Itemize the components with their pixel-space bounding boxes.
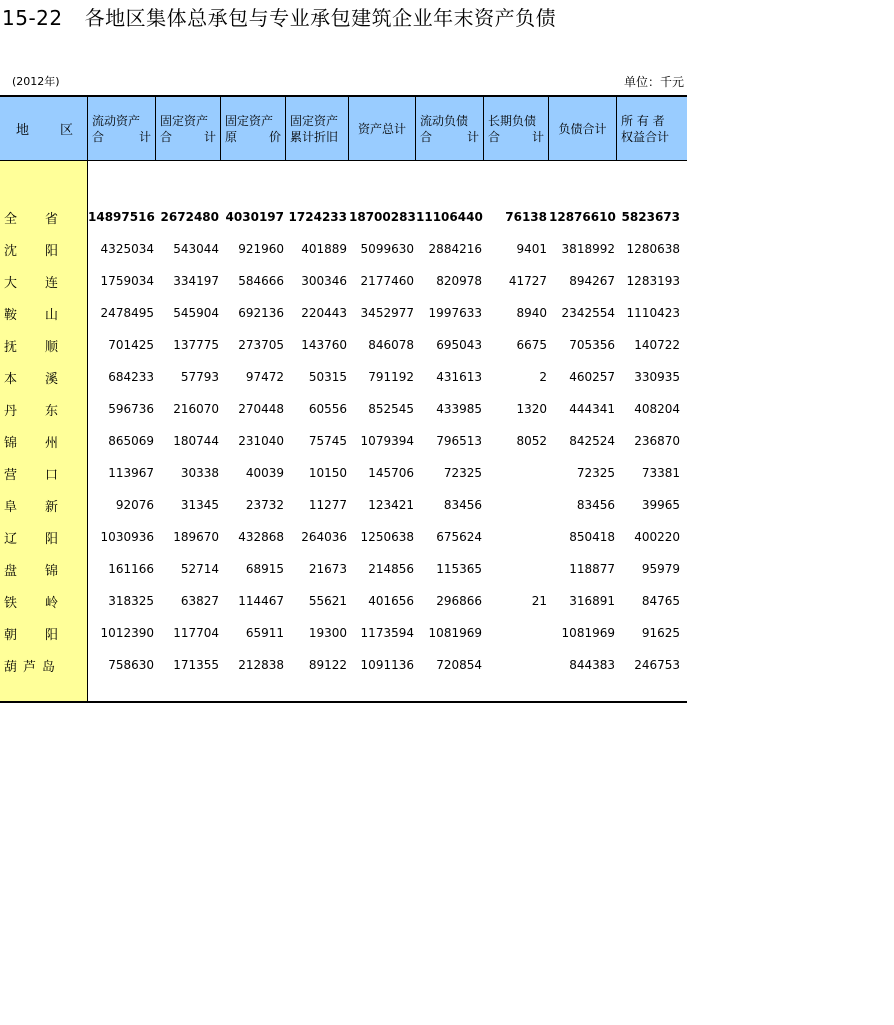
region-name-char: 葫 (4, 659, 18, 675)
table-cell: 72325 (443, 466, 482, 480)
table-row (0, 457, 687, 489)
region-name-char: 本 (4, 371, 18, 387)
region-name-char: 鞍 (4, 307, 18, 323)
table-cell: 270448 (238, 402, 284, 416)
header-line2: 原 (225, 129, 238, 144)
table-cell: 720854 (436, 658, 482, 672)
table-cell: 318325 (108, 594, 154, 608)
header-line1: 所 有 者 (621, 113, 665, 128)
table-cell: 114467 (238, 594, 284, 608)
table-cell: 23732 (245, 498, 284, 512)
table-cell: 2177460 (360, 274, 414, 288)
table-cell: 820978 (436, 274, 482, 288)
table-cell: 1724233 (288, 210, 347, 224)
table-cell: 334197 (173, 274, 219, 288)
header-fixed-assets (156, 97, 221, 160)
table-cell: 18700283 (349, 210, 416, 224)
table-cell: 433985 (436, 402, 482, 416)
header-line2: 合 (92, 129, 105, 144)
table-cell: 3452977 (360, 306, 414, 320)
header-current-assets (88, 97, 156, 160)
table-cell: 246753 (634, 658, 680, 672)
header-line1: 流动负债 (420, 113, 469, 128)
table-title-text: 各地区集体总承包与专业承包建筑企业年末资产负债 (84, 6, 557, 30)
header-line2: 计 (531, 129, 544, 144)
region-name-char: 山 (44, 307, 58, 323)
table-cell: 4325034 (100, 242, 154, 256)
table-body (0, 161, 687, 703)
region-name (0, 240, 88, 259)
table-cell: 273705 (238, 338, 284, 352)
table-cell: 432868 (238, 530, 284, 544)
table-cell: 1759034 (100, 274, 154, 288)
header-line2: 合 (488, 129, 501, 144)
table-cell: 214856 (368, 562, 414, 576)
table-cell: 400220 (634, 530, 680, 544)
table-row (0, 521, 687, 553)
table-cell: 842524 (569, 434, 615, 448)
table-cell: 675624 (436, 530, 482, 544)
table-cell: 1091136 (360, 658, 414, 672)
table-cell: 8052 (516, 434, 547, 448)
table-cell: 705356 (569, 338, 615, 352)
region-name (0, 208, 88, 227)
table-cell: 83456 (576, 498, 615, 512)
table-cell: 1250638 (360, 530, 414, 544)
table-row (0, 649, 687, 681)
header-total-assets (349, 97, 416, 160)
region-name (0, 400, 88, 419)
table-cell: 4030197 (225, 210, 284, 224)
table-cell: 1081969 (561, 626, 615, 640)
region-name-char: 锦 (4, 435, 18, 451)
table-cell: 89122 (308, 658, 347, 672)
table-cell: 220443 (301, 306, 347, 320)
region-name (0, 304, 88, 323)
table-cell: 300346 (301, 274, 347, 288)
region-name-char: 阜 (4, 499, 18, 515)
table-cell: 161166 (108, 562, 154, 576)
table-cell: 2342554 (561, 306, 615, 320)
table-header (0, 95, 687, 161)
table-cell: 1173594 (360, 626, 414, 640)
table-cell: 408204 (634, 402, 680, 416)
table-cell: 545904 (173, 306, 219, 320)
table-cell: 316891 (569, 594, 615, 608)
region-name-char: 丹 (4, 403, 18, 419)
table-cell: 11277 (308, 498, 347, 512)
table-cell: 584666 (238, 274, 284, 288)
table-cell: 5823673 (621, 210, 680, 224)
header-line2: 计 (138, 129, 151, 144)
region-name-char: 营 (4, 467, 18, 483)
table-cell: 31345 (180, 498, 219, 512)
table-cell: 695043 (436, 338, 482, 352)
region-name-char: 州 (44, 435, 58, 451)
region-name (0, 464, 88, 483)
table-cell: 758630 (108, 658, 154, 672)
header-line2: 累计折旧 (290, 129, 339, 144)
table-cell: 1280638 (626, 242, 680, 256)
header-line1: 固定资产 (225, 113, 274, 128)
table-cell: 115365 (436, 562, 482, 576)
table-cell: 1079394 (360, 434, 414, 448)
table-cell: 75745 (308, 434, 347, 448)
table-cell: 9401 (516, 242, 547, 256)
table-cell: 296866 (436, 594, 482, 608)
header-long-term-liabilities (484, 97, 549, 160)
table-cell: 2478495 (100, 306, 154, 320)
table-cell: 796513 (436, 434, 482, 448)
region-name (0, 624, 88, 643)
region-name-char: 阳 (44, 243, 58, 259)
table-cell: 76138 (505, 210, 547, 224)
table-cell: 143760 (301, 338, 347, 352)
header-line1: 固定资产 (290, 113, 339, 128)
table-cell: 12876610 (549, 210, 616, 224)
region-name (0, 592, 88, 611)
region-name-char: 全 (4, 211, 18, 227)
table-cell: 1283193 (626, 274, 680, 288)
table-cell: 50315 (308, 370, 347, 384)
header-region-char: 区 (59, 123, 73, 138)
header-line1: 长期负债 (488, 113, 537, 128)
table-cell: 118877 (569, 562, 615, 576)
table-cell: 850418 (569, 530, 615, 544)
header-line1: 负债合计 (558, 121, 607, 136)
table-cell: 55621 (308, 594, 347, 608)
table-row (0, 233, 687, 265)
table-cell: 216070 (173, 402, 219, 416)
table-cell: 145706 (368, 466, 414, 480)
table-cell: 83456 (443, 498, 482, 512)
region-name (0, 272, 88, 291)
table-row-total (0, 201, 687, 233)
header-line2: 合 (160, 129, 173, 144)
table-row (0, 617, 687, 649)
region-name (0, 368, 88, 387)
region-name-char: 辽 (4, 531, 18, 547)
table-cell: 189670 (173, 530, 219, 544)
region-name-char: 连 (44, 275, 58, 291)
table-cell: 684233 (108, 370, 154, 384)
table-cell: 330935 (634, 370, 680, 384)
table-row (0, 297, 687, 329)
table-cell: 65911 (245, 626, 284, 640)
region-name-char: 岛 (41, 659, 55, 675)
table-cell: 97472 (245, 370, 284, 384)
table-cell: 231040 (238, 434, 284, 448)
table-cell: 1110423 (626, 306, 680, 320)
table-cell: 95979 (641, 562, 680, 576)
table-cell: 40039 (245, 466, 284, 480)
header-accumulated-depreciation (286, 97, 349, 160)
region-name-char: 岭 (44, 595, 58, 611)
table-cell: 701425 (108, 338, 154, 352)
header-total-liabilities (549, 97, 617, 160)
table-cell: 852545 (368, 402, 414, 416)
table-row (0, 393, 687, 425)
table-cell: 180744 (173, 434, 219, 448)
table-row (0, 585, 687, 617)
region-name-char: 盘 (4, 563, 18, 579)
region-name (0, 528, 88, 547)
table-cell: 84765 (641, 594, 680, 608)
region-name (0, 336, 88, 355)
table-cell: 401656 (368, 594, 414, 608)
table-cell: 113967 (108, 466, 154, 480)
table-cell: 140722 (634, 338, 680, 352)
table-cell: 123421 (368, 498, 414, 512)
header-line2: 价 (268, 129, 281, 144)
table-code: 15-22 (2, 6, 63, 30)
header-line1: 资产总计 (357, 121, 406, 136)
table-cell: 846078 (368, 338, 414, 352)
table-cell: 1081969 (428, 626, 482, 640)
table-cell: 460257 (569, 370, 615, 384)
table-cell: 264036 (301, 530, 347, 544)
table-cell: 2884216 (428, 242, 482, 256)
table-rows (0, 201, 687, 681)
table-cell: 212838 (238, 658, 284, 672)
region-name-char: 阳 (44, 531, 58, 547)
table-cell: 14897516 (88, 210, 155, 224)
table-row (0, 553, 687, 585)
region-name-char: 锦 (44, 563, 58, 579)
table-row (0, 361, 687, 393)
table-cell: 21 (531, 594, 547, 608)
header-line2: 权益合计 (621, 129, 670, 144)
table-cell: 63827 (180, 594, 219, 608)
header-line1: 固定资产 (160, 113, 209, 128)
region-name-char: 口 (44, 467, 58, 483)
table-cell: 19300 (308, 626, 347, 640)
table-cell: 431613 (436, 370, 482, 384)
header-line2: 计 (466, 129, 479, 144)
region-name-char: 抚 (4, 339, 18, 355)
region-name-char: 顺 (44, 339, 58, 355)
header-current-liabilities (416, 97, 484, 160)
table-cell: 692136 (238, 306, 284, 320)
table-cell: 57793 (180, 370, 219, 384)
header-owners-equity (617, 97, 682, 160)
table-cell: 1997633 (428, 306, 482, 320)
region-name-char: 新 (44, 499, 58, 515)
table-cell: 543044 (173, 242, 219, 256)
header-line1: 流动资产 (92, 113, 141, 128)
table-cell: 11106440 (416, 210, 483, 224)
header-region-char: 地 (16, 123, 30, 138)
year-note: (2012年) (12, 75, 60, 88)
unit-note: 单位：千元 (623, 75, 684, 89)
table-cell: 5099630 (360, 242, 414, 256)
table-cell: 8940 (516, 306, 547, 320)
table-row (0, 489, 687, 521)
table-cell: 791192 (368, 370, 414, 384)
region-name-char: 省 (44, 211, 58, 227)
table-cell: 60556 (308, 402, 347, 416)
header-fixed-assets-original (221, 97, 286, 160)
table-cell: 137775 (173, 338, 219, 352)
region-name-char: 阳 (44, 627, 58, 643)
header-line2: 合 (420, 129, 433, 144)
table-cell: 171355 (173, 658, 219, 672)
table-cell: 3818992 (561, 242, 615, 256)
table-cell: 401889 (301, 242, 347, 256)
table-cell: 10150 (308, 466, 347, 480)
table-cell: 2 (539, 370, 547, 384)
region-name-char: 溪 (44, 371, 58, 387)
table-cell: 21673 (308, 562, 347, 576)
table-cell: 68915 (245, 562, 284, 576)
table-cell: 865069 (108, 434, 154, 448)
table-cell: 921960 (238, 242, 284, 256)
table-cell: 1320 (516, 402, 547, 416)
table-row (0, 425, 687, 457)
region-name (0, 432, 88, 451)
table-cell: 894267 (569, 274, 615, 288)
table-cell: 41727 (508, 274, 547, 288)
table-cell: 844383 (569, 658, 615, 672)
region-name (0, 656, 88, 675)
data-table (0, 95, 687, 703)
table-cell: 92076 (115, 498, 154, 512)
page-title (2, 4, 556, 32)
header-line2: 计 (203, 129, 216, 144)
region-name-char: 芦 (22, 659, 36, 675)
region-name-char: 东 (44, 403, 58, 419)
table-cell: 236870 (634, 434, 680, 448)
table-cell: 117704 (173, 626, 219, 640)
table-cell: 2672480 (160, 210, 219, 224)
table-cell: 73381 (641, 466, 680, 480)
table-cell: 30338 (180, 466, 219, 480)
table-row (0, 265, 687, 297)
table-cell: 6675 (516, 338, 547, 352)
table-cell: 91625 (641, 626, 680, 640)
table-cell: 444341 (569, 402, 615, 416)
region-name-char: 大 (4, 275, 18, 291)
region-name-char: 铁 (4, 595, 18, 611)
region-name (0, 496, 88, 515)
header-region (0, 97, 88, 160)
table-cell: 39965 (641, 498, 680, 512)
table-cell: 1012390 (100, 626, 154, 640)
table-cell: 1030936 (100, 530, 154, 544)
region-name (0, 560, 88, 579)
table-cell: 596736 (108, 402, 154, 416)
region-name-char: 朝 (4, 627, 18, 643)
region-name-char: 沈 (4, 243, 18, 259)
table-cell: 52714 (180, 562, 219, 576)
table-row (0, 329, 687, 361)
table-cell: 72325 (576, 466, 615, 480)
